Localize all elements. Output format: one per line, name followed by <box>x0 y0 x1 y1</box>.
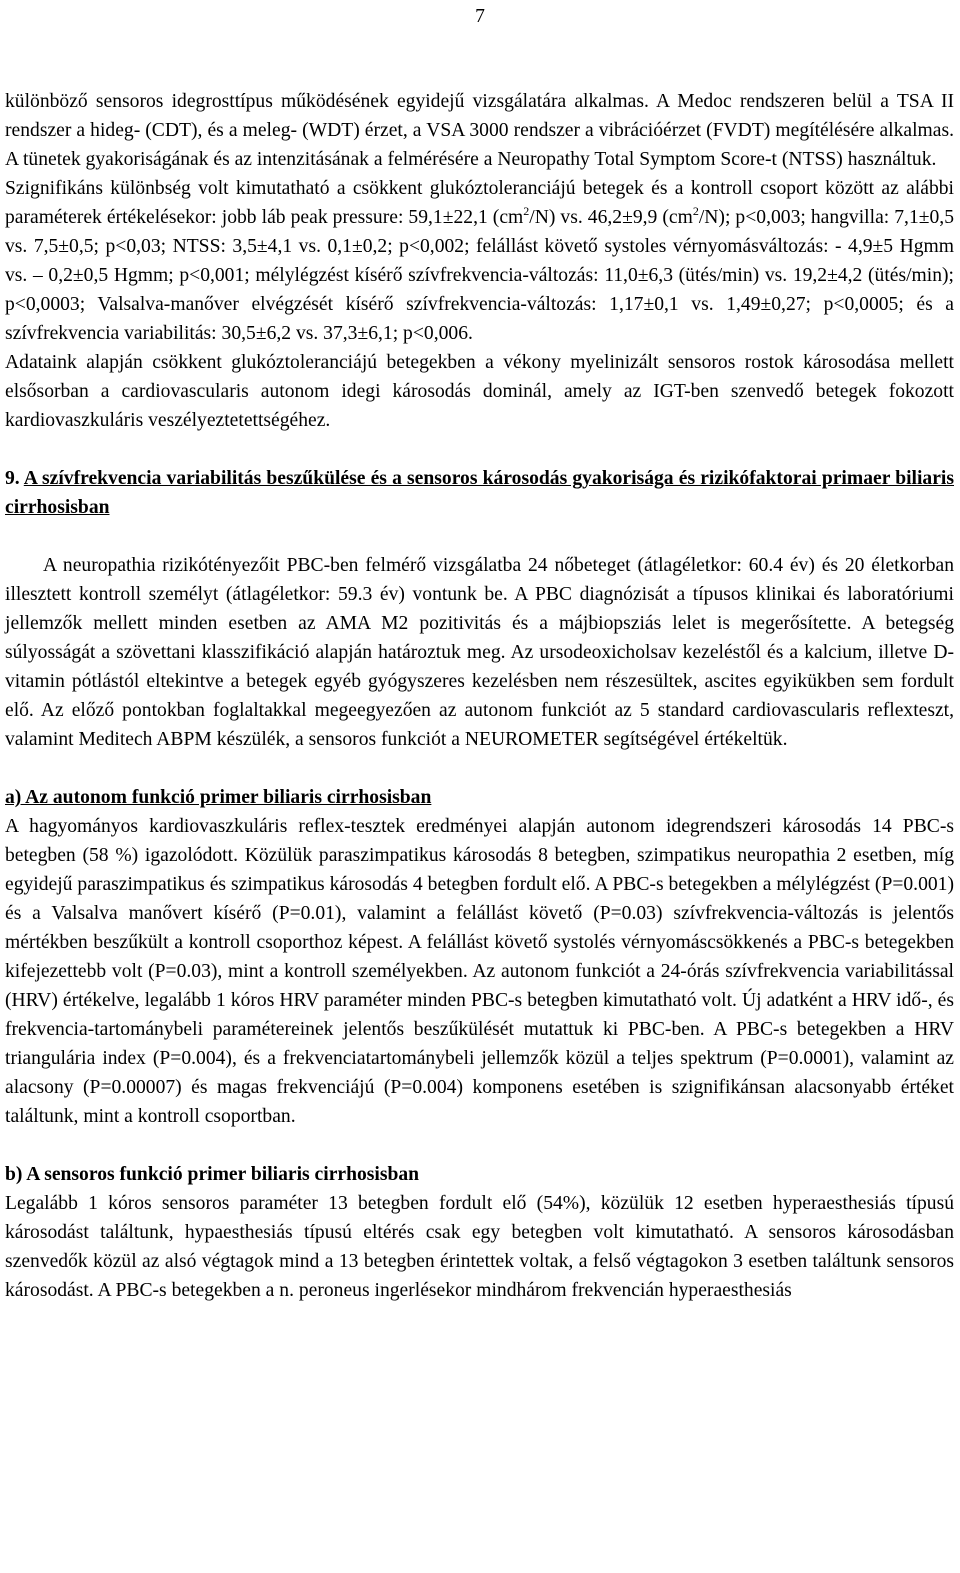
superscript-squared: 2 <box>692 204 699 218</box>
page-number: 7 <box>475 6 485 27</box>
section-number: 9. <box>5 468 20 489</box>
paragraph-pbc-methods: A neuropathia rizikótényezőit PBC-ben felmérő vizsgálatba 24 nőbeteget (átlagéletkor: 60.4 év) és 20 életkorban illesztett kontroll személyt (átlagéletkor: 59.3 év) vontunk be. A PBC diagnózisát a típusos klinikai és laboratóriumi jellemzők mellett minden esetben az AMA M2 pozitivitás és a májbiopsziás lelet is megerősítette. A betegség súlyosságát a szövettani klasszifikáció alapján határoztuk meg. Az ursodeoxicholsav kezeléstől és a kalcium, illetve D-vitamin pótlástól eltekintve a betegek egyéb gyógyszeres kezelésben nem részesültek, ascites egyikükben sem fordult elő. Az előző pontokban foglaltakkal megeegyezően az autonom funkciót az 5 standard cardiovascularis reflexteszt, valamint Meditech ABPM készülék, a sensoros funkciót a NEUROMETER segítségével értékeltük. <box>5 555 954 750</box>
document-body <box>5 87 954 1305</box>
results-text-1: Szignifikáns különbség volt kimutatható a csökkent glukóztoleranciájú betegek és a kontroll csoport között az alábbi paraméterek értékelésekor: jobb láb peak pressure: 59,1±22,1 (cm <box>5 178 954 228</box>
paragraph-autonom-results: A hagyományos kardiovaszkuláris reflex-tesztek eredményei alapján autonom idegrendszeri károsodás 14 PBC-s betegben (58 %) igazolódott. Közülük paraszimpatikus károsodás 8 betegben, szimpatikus neuropathia 2 esetben, míg egyidejű paraszimpatikus és szimpatikus károsodás 4 betegben fordult elő. A PBC-s betegekben a mélylégzést (P=0.001) és a Valsalva manővert kísérő (P=0.01), valamint a felállást követő (P=0.03) szívfrekvencia-változás is jelentős mértékben beszűkült a kontroll csoporthoz képest. A felállást követő systolés vérnyomáscsökkenés a PBC-s betegekben kifejezettebb volt (P=0.03), mint a kontroll személyekben. Az autonom funkciót a 24-órás szívfrekvencia variabilitással (HRV) értékelve, legalább 1 kóros HRV paraméter minden PBC-s betegben kimutatható volt. Új adatként a HRV idő-, és frekvencia-tartománybeli paramétereinek jelentős beszűkülését mutattuk ki PBC-ben. A PBC-s betegekben a HRV triangulária index (P=0.004), és a frekvenciatartománybeli jellemzők közül a teljes spektrum (P=0.0001), valamint az alacsony (P=0.00007) és magas frekvenciájú (P=0.004) komponens esetében is szignifikánsan alacsonyabb értéket találtunk, mint a kontroll csoportban. <box>5 816 954 1127</box>
paragraph-results-igt <box>5 174 954 348</box>
paragraph-conclusion-igt: Adataink alapján csökkent glukóztoleranciájú betegekben a vékony myelinizált sensoros rostok károsodása mellett elsősorban a cardiovascularis autonom idegi károsodás dominál, amely az IGT-ben szenvedő betegek fokozott kardiovaszkuláris veszélyeztetettségéhez. <box>5 352 954 431</box>
spacer <box>5 435 954 464</box>
spacer <box>5 754 954 783</box>
paragraph-methods: különböző sensoros idegrosttípus működésének egyidejű vizsgálatára alkalmas. A Medoc rendszeren belül a TSA II rendszer a hideg- (CDT), és a meleg- (WDT) érzet, a VSA 3000 rendszer a vibrációérzet (FVDT) megítélésére alkalmas. A tünetek gyakoriságának és az intenzitásának a felmérésére a Neuropathy Total Symptom Score-t (NTSS) használtuk. <box>5 91 954 170</box>
superscript-squared: 2 <box>523 204 530 218</box>
spacer <box>5 522 954 551</box>
paragraph-sensoros-results: Legalább 1 kóros sensoros paraméter 13 betegben fordult elő (54%), közülük 12 esetben hyperaesthesiás típusú károsodást találtunk, hypaesthesiás típusú eltérés csak egy betegben volt kimutatható. A sensoros károsodásban szenvedők közül az alsó végtagok mind a 13 betegben érintettek voltak, a felső végtagokon 3 esetben találtunk sensoros károsodást. A PBC-s betegekben a n. peroneus ingerlésekor mindhárom frekvencián hyperaesthesiás <box>5 1193 954 1301</box>
subheading-sensoros: b) A sensoros funkció primer biliaris cirrhosisban <box>5 1164 420 1185</box>
results-text-3: /N); p<0,003; hangvilla: 7,1±0,5 vs. 7,5±0,5; p<0,03; NTSS: 3,5±4,1 vs. 0,1±0,2; p<0,002; felállást követő systoles vérnyomásváltozás: - 4,9±5 Hgmm vs. – 0,2±0,5 Hgmm; p<0,001; mélylégzést kísérő szívfrekvencia-változás: 11,0±6,3 (ütés/min) vs. 19,2±4,2 (ütés/min); p<0,0003; Valsalva-manőver elvégzését kísérő szívfrekvencia-változás: 1,17±0,1 vs. 1,49±0,27; p<0,0005; és a szívfrekvencia variabilitás: 30,5±6,2 vs. 37,3±6,1; p<0,006. <box>5 207 954 344</box>
section-heading-9 <box>5 464 954 522</box>
section-title: A szívfrekvencia variabilitás beszűkülése és a sensoros károsodás gyakorisága és rizikófaktorai primaer biliaris cirrhosisban <box>5 468 954 518</box>
spacer <box>5 1131 954 1160</box>
results-text-2: /N) vs. 46,2±9,9 (cm <box>529 207 693 228</box>
subheading-autonom: a) Az autonom funkció primer biliaris cirrhosisban <box>5 787 432 808</box>
